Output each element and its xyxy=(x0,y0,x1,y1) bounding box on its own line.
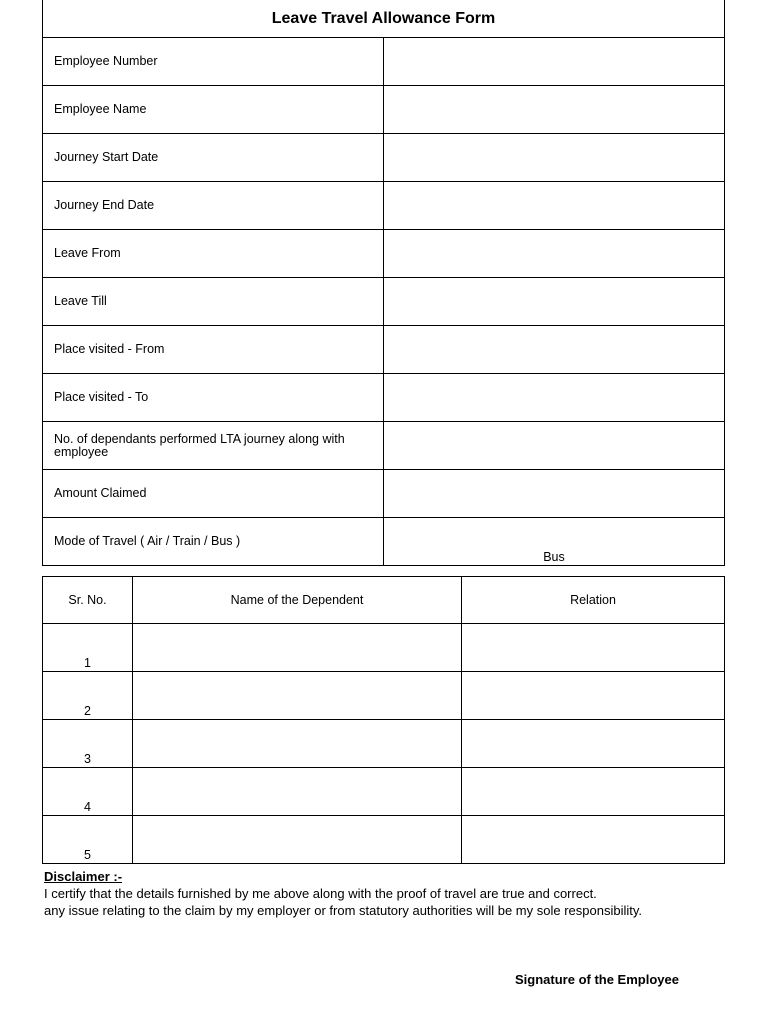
field-label: No. of dependants performed LTA journey along with employee xyxy=(43,422,384,470)
relation-cell[interactable] xyxy=(462,672,725,720)
field-value-mode-of-travel[interactable]: Bus xyxy=(384,518,725,566)
sr-no-cell: 1 xyxy=(43,624,133,672)
field-row-mode-of-travel xyxy=(43,518,725,566)
field-value-place-visited-to[interactable] xyxy=(384,374,725,422)
field-label: Amount Claimed xyxy=(43,470,384,518)
field-row-place-visited-from xyxy=(43,326,725,374)
dependent-name-cell[interactable] xyxy=(133,672,462,720)
field-label: Journey End Date xyxy=(43,182,384,230)
table-row xyxy=(43,768,725,816)
field-row-amount-claimed xyxy=(43,470,725,518)
lta-form-sheet xyxy=(42,0,725,864)
field-label: Employee Name xyxy=(43,86,384,134)
field-value-dependants-count[interactable] xyxy=(384,422,725,470)
dependents-table xyxy=(42,576,725,864)
relation-cell[interactable] xyxy=(462,816,725,864)
disclaimer-heading: Disclaimer :- xyxy=(44,869,123,884)
disclaimer-line-1: I certify that the details furnished by me above along with the proof of travel are true and correct. xyxy=(44,886,597,901)
field-label: Leave Till xyxy=(43,278,384,326)
field-row-employee-number xyxy=(43,38,725,86)
sr-no-cell: 2 xyxy=(43,672,133,720)
header-sr-no: Sr. No. xyxy=(43,577,133,624)
field-row-place-visited-to xyxy=(43,374,725,422)
relation-cell[interactable] xyxy=(462,768,725,816)
field-row-dependants-count xyxy=(43,422,725,470)
field-label: Leave From xyxy=(43,230,384,278)
table-row xyxy=(43,672,725,720)
header-dependent-name: Name of the Dependent xyxy=(133,577,462,624)
field-row-journey-start-date xyxy=(43,134,725,182)
relation-cell[interactable] xyxy=(462,720,725,768)
field-value-leave-from[interactable] xyxy=(384,230,725,278)
field-value-leave-till[interactable] xyxy=(384,278,725,326)
lta-form-table xyxy=(42,0,725,566)
field-value-journey-start-date[interactable] xyxy=(384,134,725,182)
field-value-amount-claimed[interactable] xyxy=(384,470,725,518)
table-row xyxy=(43,720,725,768)
signature-label: Signature of the Employee xyxy=(515,972,679,987)
field-row-journey-end-date xyxy=(43,182,725,230)
field-row-leave-till xyxy=(43,278,725,326)
field-row-employee-name xyxy=(43,86,725,134)
disclaimer-line-2: any issue relating to the claim by my employer or from statutory authorities will be my sole responsibility. xyxy=(44,903,642,918)
sr-no-cell: 4 xyxy=(43,768,133,816)
field-value-employee-number[interactable] xyxy=(384,38,725,86)
table-row xyxy=(43,624,725,672)
dependent-name-cell[interactable] xyxy=(133,624,462,672)
field-value-place-visited-from[interactable] xyxy=(384,326,725,374)
sr-no-cell: 3 xyxy=(43,720,133,768)
field-label: Mode of Travel ( Air / Train / Bus ) xyxy=(43,518,384,566)
field-value-journey-end-date[interactable] xyxy=(384,182,725,230)
dependent-name-cell[interactable] xyxy=(133,768,462,816)
dependent-name-cell[interactable] xyxy=(133,720,462,768)
relation-cell[interactable] xyxy=(462,624,725,672)
field-label: Employee Number xyxy=(43,38,384,86)
disclaimer-block xyxy=(44,868,744,919)
dependent-name-cell[interactable] xyxy=(133,816,462,864)
table-row xyxy=(43,816,725,864)
form-title: Leave Travel Allowance Form xyxy=(43,0,725,38)
field-label: Place visited - From xyxy=(43,326,384,374)
field-row-leave-from xyxy=(43,230,725,278)
sr-no-cell: 5 xyxy=(43,816,133,864)
dependents-header-row xyxy=(43,577,725,624)
field-label: Place visited - To xyxy=(43,374,384,422)
field-label: Journey Start Date xyxy=(43,134,384,182)
header-relation: Relation xyxy=(462,577,725,624)
field-value-employee-name[interactable] xyxy=(384,86,725,134)
